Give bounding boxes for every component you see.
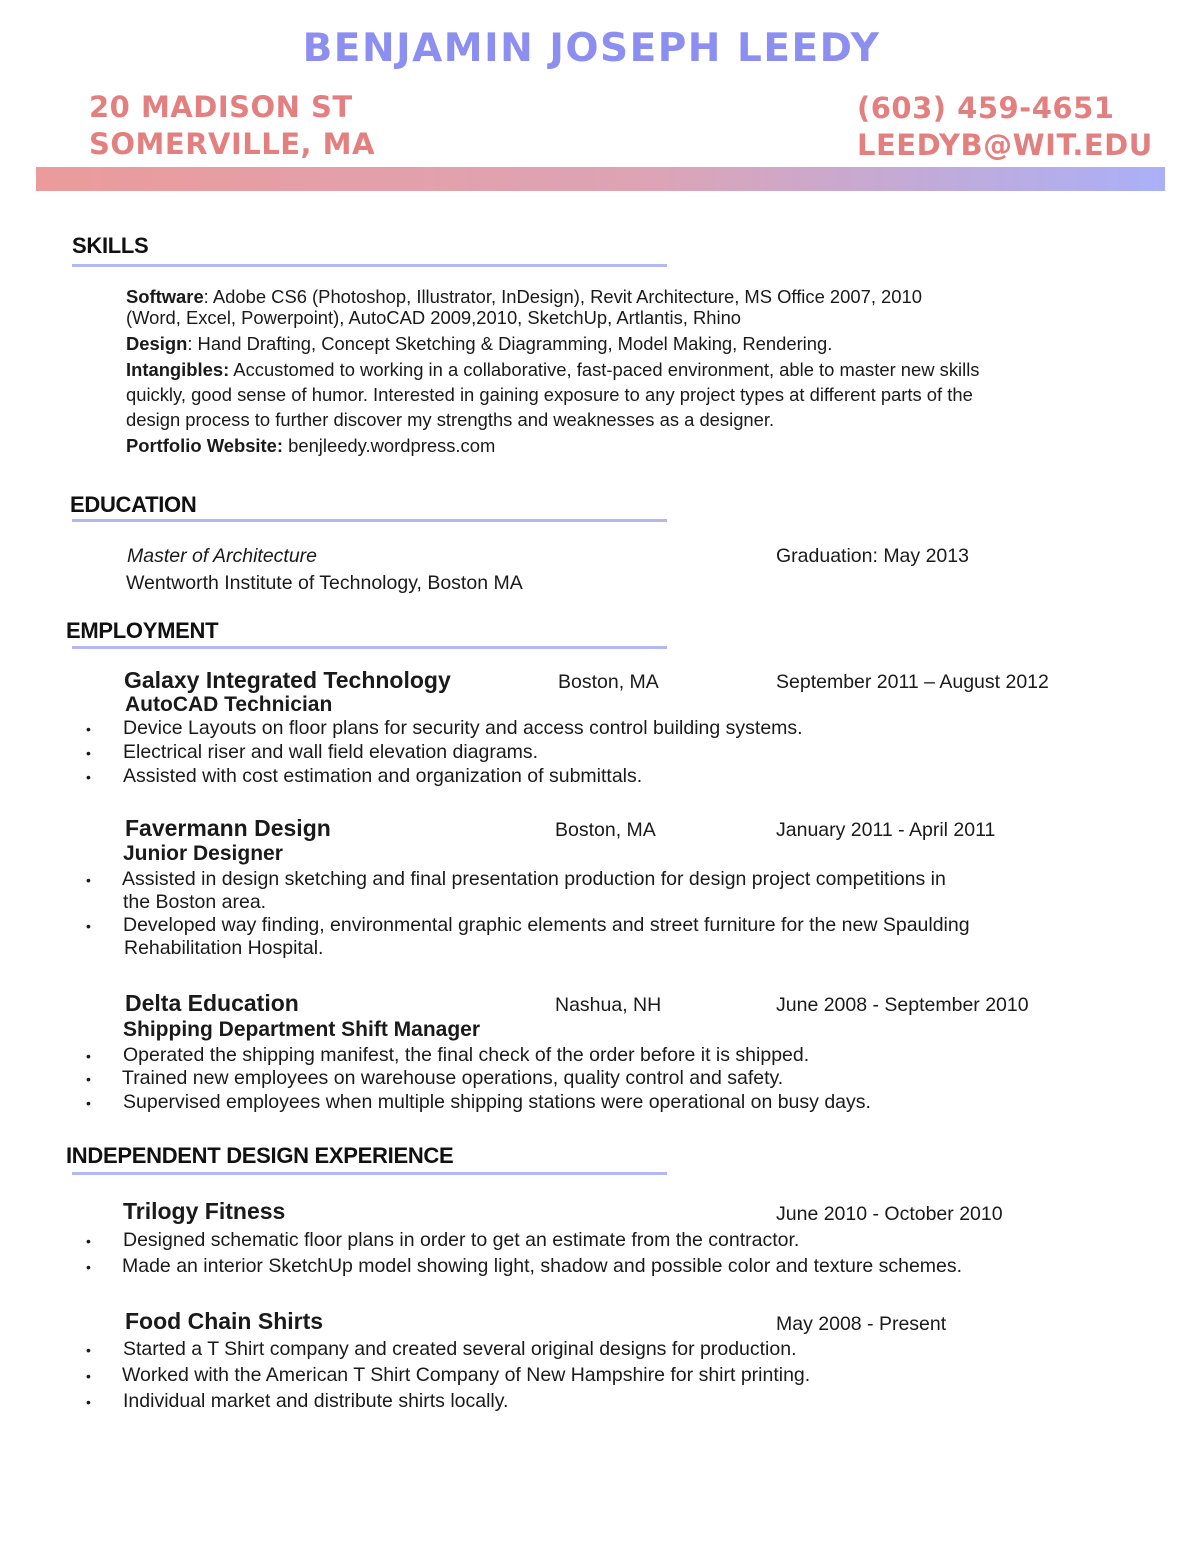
bullet-icon: • [86,721,91,737]
job-bullet: Device Layouts on floor plans for security and access control building systems. [123,717,803,739]
skill-design-label: Design [126,333,188,354]
bullet-icon: • [86,1233,91,1249]
section-title-skills: SKILLS [72,233,149,258]
job-dates: September 2011 – August 2012 [776,671,1049,693]
section-rule-independent [72,1172,667,1175]
project-bullet: Made an interior SketchUp model showing light, shadow and possible color and texture schemes. [122,1255,963,1277]
job-role: AutoCAD Technician [125,693,333,716]
skill-portfolio [126,435,495,456]
bullet-icon: • [86,745,91,761]
section-rule-education [72,519,667,522]
header-gradient-bar [36,167,1165,191]
job-dates: June 2008 - September 2010 [776,994,1029,1016]
phone-number: (603) 459-4651 [857,91,1115,125]
project-dates: June 2010 - October 2010 [776,1203,1003,1225]
project-bullet: Worked with the American T Shirt Company of New Hampshire for shirt printing. [122,1364,811,1386]
skill-intangibles-continued-2: design process to further discover my strengths and weaknesses as a designer. [126,409,775,430]
job-role: Shipping Department Shift Manager [123,1018,481,1041]
section-title-education: EDUCATION [70,492,197,517]
job-bullet: Electrical riser and wall field elevation diagrams. [123,741,539,763]
job-bullet: Operated the shipping manifest, the final check of the order before it is shipped. [123,1044,810,1066]
project-bullet: Started a T Shirt company and created several original designs for production. [123,1338,797,1360]
education-school: Wentworth Institute of Technology, Boston MA [126,572,523,594]
job-company: Galaxy Integrated Technology [124,667,451,693]
job-bullet-continued: Rehabilitation Hospital. [124,937,324,959]
job-company: Favermann Design [125,815,331,841]
email-address: LEEDYB@WIT.EDU [857,128,1153,162]
job-role: Junior Designer [123,842,283,865]
bullet-icon: • [86,872,91,888]
project-bullet: Individual market and distribute shirts locally. [123,1390,509,1412]
bullet-icon: • [86,1259,91,1275]
job-location: Boston, MA [558,671,659,693]
resume-name: BENJAMIN JOSEPH LEEDY [302,26,881,71]
bullet-icon: • [86,918,91,934]
job-bullet: Assisted with cost estimation and organization of submittals. [123,765,643,787]
bullet-icon: • [86,1071,91,1087]
job-bullet-continued: the Boston area. [123,891,267,913]
bullet-icon: • [86,769,91,785]
job-company: Delta Education [125,990,299,1016]
job-location: Nashua, NH [555,994,662,1016]
job-dates: January 2011 - April 2011 [776,819,996,841]
bullet-icon: • [86,1048,91,1064]
skill-software-continued: (Word, Excel, Powerpoint), AutoCAD 2009,2010, SketchUp, Artlantis, Rhino [126,307,742,328]
skill-intangibles [126,359,980,380]
bullet-icon: • [86,1394,91,1410]
portfolio-link[interactable]: benjleedy.wordpress.com [283,435,496,456]
address-line-1: 20 MADISON ST [89,90,353,124]
education-degree: Master of Architecture [127,545,318,567]
project-dates: May 2008 - Present [776,1313,947,1335]
job-bullet: Assisted in design sketching and final presentation production for design project competitions in [122,868,946,890]
skill-intangibles-text: Accustomed to working in a collaborative, fast-paced environment, able to master new skills [229,359,980,380]
project-name: Trilogy Fitness [123,1198,286,1224]
education-graduation: Graduation: May 2013 [776,545,969,567]
skill-design [126,333,832,354]
section-title-independent: INDEPENDENT DESIGN EXPERIENCE [66,1143,454,1168]
bullet-icon: • [86,1095,91,1111]
skill-software-label: Software [126,286,204,307]
section-rule-employment [72,646,667,649]
job-bullet: Developed way finding, environmental graphic elements and street furniture for the new Spaulding [123,914,970,936]
job-bullet: Supervised employees when multiple shipping stations were operational on busy days. [123,1091,871,1113]
skill-portfolio-label: Portfolio Website: [126,435,284,456]
project-name: Food Chain Shirts [125,1308,324,1334]
job-location: Boston, MA [555,819,656,841]
project-bullet: Designed schematic floor plans in order to get an estimate from the contractor. [123,1229,800,1251]
skill-software-text: : Adobe CS6 (Photoshop, Illustrator, InDesign), Revit Architecture, MS Office 2007, 2010 [203,286,922,307]
section-title-employment: EMPLOYMENT [66,618,219,643]
skill-intangibles-continued-1: quickly, good sense of humor. Interested in gaining exposure to any project types at different parts of the [126,384,973,405]
address-line-2: SOMERVILLE, MA [89,127,375,161]
section-rule-skills [72,264,667,267]
skill-design-text: : Hand Drafting, Concept Sketching & Diagramming, Model Making, Rendering. [187,333,833,354]
job-bullet: Trained new employees on warehouse operations, quality control and safety. [122,1067,784,1089]
bullet-icon: • [86,1342,91,1358]
bullet-icon: • [86,1368,91,1384]
skill-intangibles-label: Intangibles: [126,359,230,380]
skill-software [126,286,922,307]
